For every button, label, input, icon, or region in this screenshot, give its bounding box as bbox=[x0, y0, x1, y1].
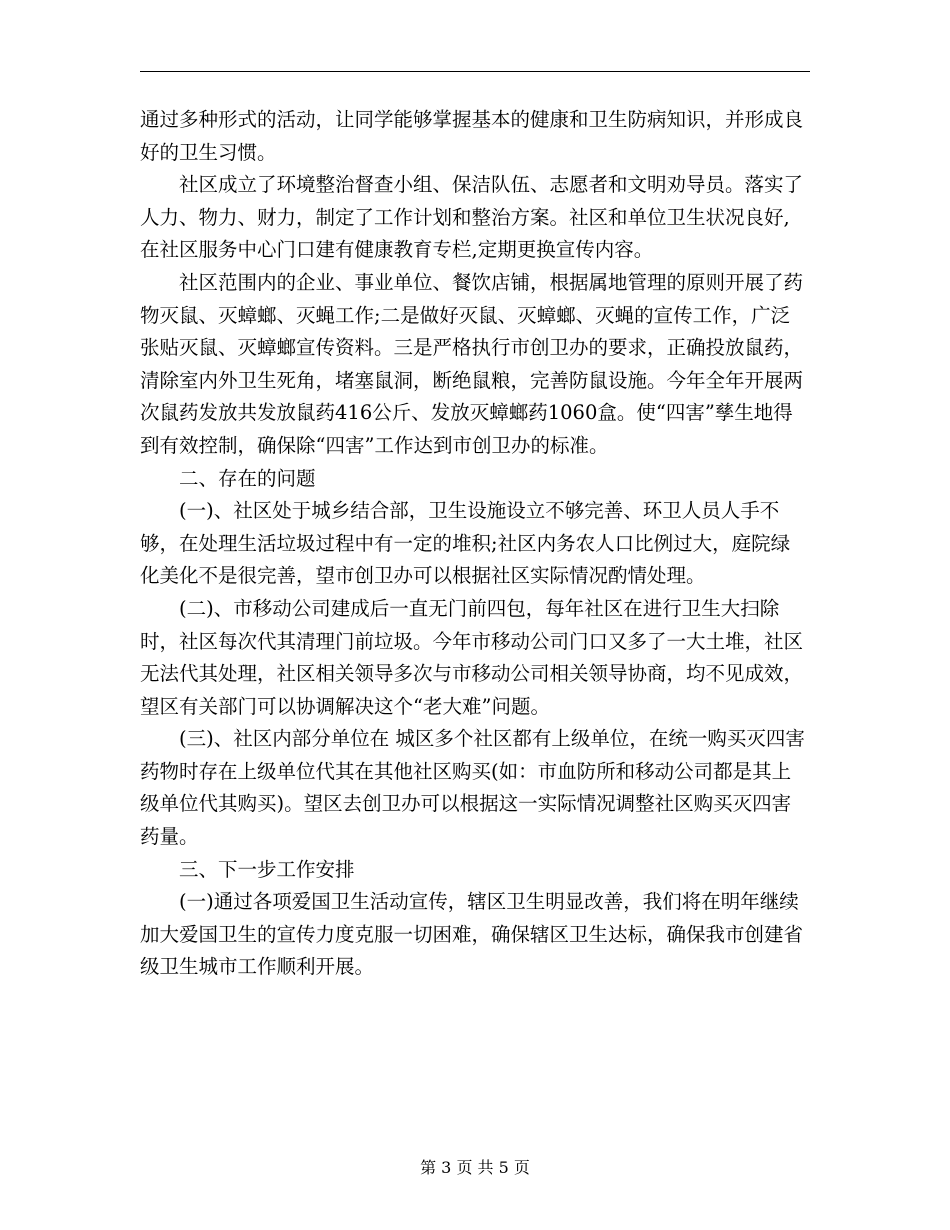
paragraph-problem-2: (二)、市移动公司建成后一直无门前四包，每年社区在进行卫生大扫除时，社区每次代其清理门前垃圾。今年市移动公司门口又多了一大土堆，社区无法代其处理，社区相关领导多次与市移动公司相关领导协商，均不见成效，望区有关部门可以协调解决这个“老大难”问题。 bbox=[140, 596, 804, 718]
header-rule bbox=[140, 71, 810, 72]
section-heading-problems: 二、存在的问题 bbox=[140, 466, 316, 490]
paragraph-pest-control: 社区范围内的企业、事业单位、餐饮店铺，根据属地管理的原则开展了药物灭鼠、灭蟑螂、灭蝇工作;二是做好灭鼠、灭蟑螂、灭蝇的宣传工作，广泛张贴灭鼠、灭蟑螂宣传资料。三是严格执行市创卫办的要求，正确投放鼠药，清除室内外卫生死角，堵塞鼠洞，断绝鼠粮，完善防鼠设施。今年全年开展两次鼠药发放共发放鼠药416公斤、发放灭蟑螂药1060盒。使“四害”孳生地得到有效控制，确保除“四害”工作达到市创卫办的标准。 bbox=[140, 270, 804, 457]
page-number-footer: 第 3 页 共 5 页 bbox=[420, 1158, 530, 1177]
body-text bbox=[140, 104, 808, 984]
paragraph-intro-continued: 通过多种形式的活动，让同学能够掌握基本的健康和卫生防病知识，并形成良好的卫生习惯。 bbox=[140, 108, 804, 164]
paragraph-problem-1: (一)、社区处于城乡结合部，卫生设施设立不够完善、环卫人员人手不够，在处理生活垃圾过程中有一定的堆积;社区内务农人口比例过大，庭院绿化美化不是很完善，望市创卫办可以根据社区实际情况酌情处理。 bbox=[140, 499, 791, 588]
section-heading-next-steps: 三、下一步工作安排 bbox=[140, 857, 355, 881]
paragraph-next-step-1: (一)通过各项爱国卫生活动宣传，辖区卫生明显改善，我们将在明年继续加大爱国卫生的宣传力度克服一切困难，确保辖区卫生达标，确保我市创建省级卫生城市工作顺利开展。 bbox=[140, 890, 804, 979]
paragraph-community-team: 社区成立了环境整治督查小组、保洁队伍、志愿者和文明劝导员。落实了人力、物力、财力，制定了工作计划和整治方案。社区和单位卫生状况良好,在社区服务中心门口建有健康教育专栏,定期更换宣传内容。 bbox=[140, 173, 804, 262]
paragraph-problem-3: (三)、社区内部分单位在 城区多个社区都有上级单位，在统一购买灭四害药物时存在上级单位代其在其他社区购买(如：市血防所和移动公司都是其上级单位代其购买)。望区去创卫办可以根据这一实际情况调整社区购买灭四害药量。 bbox=[140, 727, 805, 849]
